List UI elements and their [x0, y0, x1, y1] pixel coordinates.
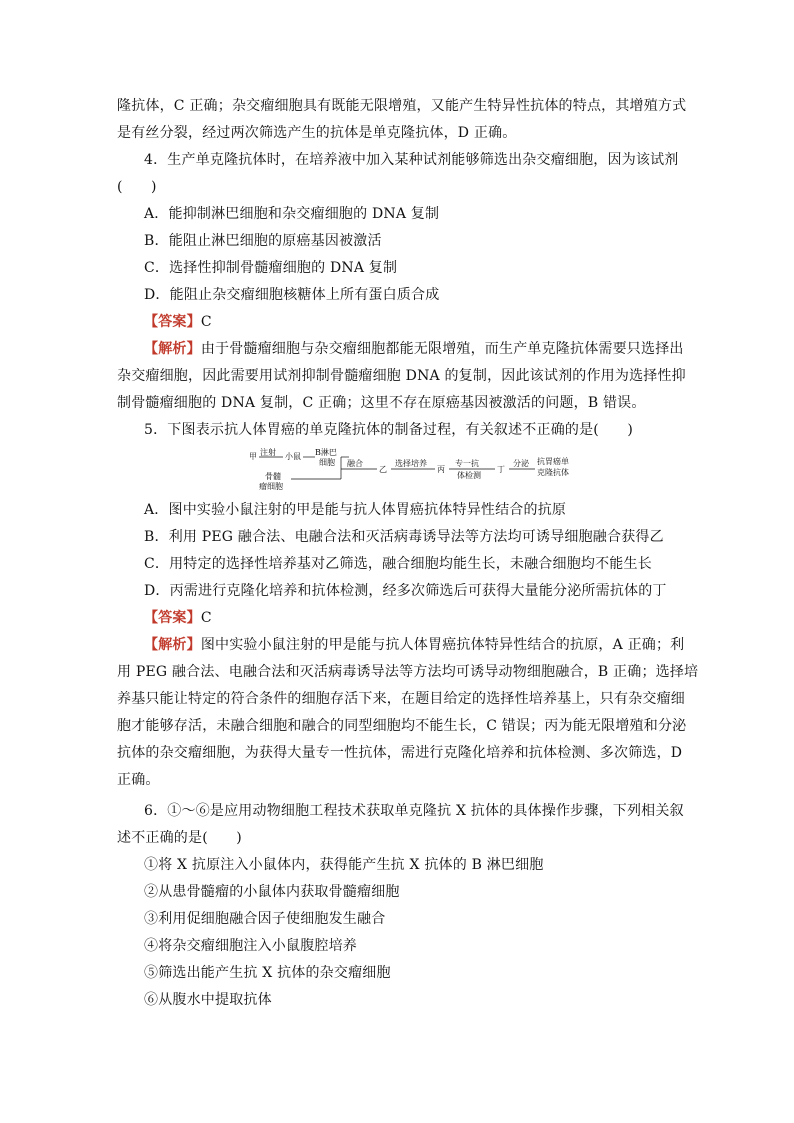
step-4: ④将杂交瘤细胞注入小鼠腹腔培养: [144, 938, 357, 954]
question-4-stem: 4．生产单克隆抗体时，在培养液中加入某种试剂能够筛选出杂交瘤细胞，因为该试剂: [144, 152, 679, 168]
diagram-jia: 甲: [249, 452, 257, 461]
diagram-b-cell-2: 细胞: [319, 458, 335, 467]
answer-label: 答案: [158, 314, 187, 330]
diagram-product-2: 克隆抗体: [537, 468, 569, 477]
step-1: ①将 X 抗原注入小鼠体内，获得能产生抗 X 抗体的 B 淋巴细胞: [144, 857, 544, 873]
text-line: 胞才能够存活，未融合细胞和融合的同型细胞均不能生长，C 错误；丙为能无限增殖和分泌: [117, 718, 687, 734]
diagram-specific: 专一抗: [455, 459, 479, 468]
diagram-select: 选择培养: [395, 459, 427, 468]
answer-label: 答案: [158, 610, 187, 626]
analysis-text: 图中实验小鼠注射的甲是能与抗人体胃癌抗体特异性结合的抗原，A 正确；利: [200, 637, 685, 653]
step-3: ③利用促细胞融合因子使细胞发生融合: [144, 911, 386, 927]
diagram-secrete: 分泌: [513, 459, 529, 468]
text-line: 养基只能让特定的符合条件的细胞存活下来，在题目给定的选择性培养基上，只有杂交瘤细: [117, 691, 685, 707]
answer-4: 【答案】C: [144, 314, 212, 330]
question-4-option-d: D．能阻止杂交瘤细胞核糖体上所有蛋白质合成: [144, 287, 440, 303]
diagram-ding: 丁: [497, 465, 505, 474]
question-6-stem-cont: 述不正确的是( ): [117, 830, 242, 846]
text-line: 正确。: [117, 772, 160, 788]
step-6: ⑥从腹水中提取抗体: [144, 992, 272, 1008]
text-line: 是有丝分裂，经过两次筛选产生的抗体是单克隆抗体，D 正确。: [117, 125, 517, 141]
antibody-flow-diagram: [247, 445, 577, 495]
diagram-detect: 体检测: [457, 471, 481, 480]
question-4-option-c: C．选择性抑制骨髓瘤细胞的 DNA 复制: [144, 260, 398, 276]
analysis-label: 解析: [158, 341, 187, 357]
diagram-inject: 注射: [260, 448, 276, 457]
analysis-text: 由于骨髓瘤细胞与杂交瘤细胞都能无限增殖，而生产单克隆抗体需要只选择出: [200, 341, 684, 357]
question-4-option-a: A．能抑制淋巴细胞和杂交瘤细胞的 DNA 复制: [144, 206, 440, 222]
text-line: 杂交瘤细胞，因此需要用试剂抑制骨髓瘤细胞 DNA 的复制，因此该试剂的作用为选择性抑: [117, 368, 686, 384]
diagram-bing: 丙: [437, 465, 445, 474]
question-5-option-c: C．用特定的选择性培养基对乙筛选，融合细胞均能生长，未融合细胞均不能生长: [144, 556, 652, 572]
question-5-option-b: B．利用 PEG 融合法、电融合法和灭活病毒诱导法等方法均可诱导细胞融合获得乙: [144, 529, 664, 545]
question-5-option-d: D．丙需进行克隆化培养和抗体检测，经多次筛选后可获得大量能分泌所需抗体的丁: [144, 583, 667, 599]
text-line: 用 PEG 融合法、电融合法和灭活病毒诱导法等方法均可诱导动物细胞融合，B 正确；选择培: [117, 664, 699, 680]
diagram-marrow-2: 瘤细胞: [259, 482, 283, 491]
question-4-option-b: B．能阻止淋巴细胞的原癌基因被激活: [144, 233, 382, 249]
analysis-4: 【解析】由于骨髓瘤细胞与杂交瘤细胞都能无限增殖，而生产单克隆抗体需要只选择出: [144, 341, 684, 357]
question-5-option-a: A．图中实验小鼠注射的甲是能与抗人体胃癌抗体特异性结合的抗原: [144, 502, 567, 518]
question-5-stem: 5．下图表示抗人体胃癌的单克隆抗体的制备过程，有关叙述不正确的是( ): [144, 422, 634, 438]
text-line: 制骨髓瘤细胞的 DNA 复制，C 正确；这里不存在原癌基因被激活的问题，B 错误。: [117, 395, 646, 411]
analysis-5: 【解析】图中实验小鼠注射的甲是能与抗人体胃癌抗体特异性结合的抗原，A 正确；利: [144, 637, 685, 653]
question-6-stem: 6．①～⑥是应用动物细胞工程技术获取单克隆抗 X 抗体的具体操作步骤，下列相关叙: [144, 803, 684, 819]
answer-value: C: [200, 314, 212, 330]
step-5: ⑤筛选出能产生抗 X 抗体的杂交瘤细胞: [144, 965, 391, 981]
diagram-fuse: 融合: [347, 459, 363, 468]
question-4-paren: ( ): [117, 179, 157, 195]
text-line: 隆抗体，C 正确；杂交瘤细胞具有既能无限增殖，又能产生特异性抗体的特点，其增殖方式: [117, 98, 687, 114]
text-line: 抗体的杂交瘤细胞，为获得大量专一性抗体，需进行克隆化培养和抗体检测、多次筛选，D: [117, 745, 683, 761]
diagram-marrow-1: 骨髓: [265, 472, 281, 481]
answer-5: 【答案】C: [144, 610, 212, 626]
diagram-b-cell-1: B淋巴: [315, 448, 337, 457]
diagram-mouse: 小鼠: [285, 452, 301, 461]
diagram-product-1: 抗胃癌单: [537, 457, 569, 466]
diagram-yi: 乙: [379, 465, 387, 474]
answer-value: C: [200, 610, 212, 626]
step-2: ②从患骨髓瘤的小鼠体内获取骨髓瘤细胞: [144, 884, 400, 900]
analysis-label: 解析: [158, 637, 187, 653]
